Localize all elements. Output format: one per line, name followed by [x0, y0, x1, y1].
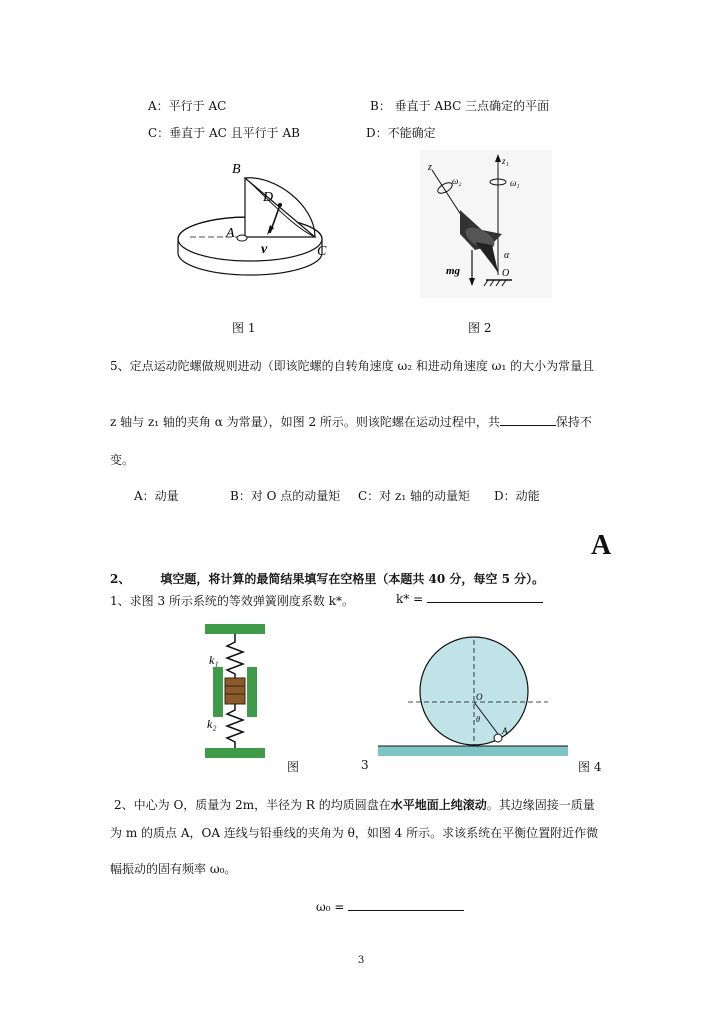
- figure-1-caption: 图 1: [232, 321, 256, 335]
- q5-option-d: D：动能: [494, 489, 540, 503]
- q1-answer: [396, 592, 543, 606]
- figure-4-rolling-disc: [378, 630, 568, 760]
- q1-answer-label: k* =: [396, 592, 424, 606]
- q2-line-2: 为 m 的质点 A，OA 连线与铅垂线的夹角为 θ，如图 4 所示。求该系统在平衡位置附近作微: [110, 826, 599, 840]
- q2-line-1-text: 2、中心为 O，质量为 2m，半径为 R 的均质圆盘在: [114, 798, 391, 812]
- q2-answer-blank[interactable]: [348, 910, 464, 911]
- fig1-label-b: B: [232, 162, 241, 177]
- figure-2-gyroscope: [420, 150, 552, 298]
- q5-line-2: [110, 413, 592, 430]
- version-letter: A: [591, 530, 612, 561]
- figure-2-caption: 图 2: [468, 321, 492, 335]
- fig3-label-k1: k₁: [209, 653, 219, 667]
- q5-line-1: 5、定点运动陀螺做规则进动（即该陀螺的自转角速度 ω₂ 和进动角速度 ω₁ 的大小为常量且: [110, 359, 595, 373]
- section-2-title: 填空题，将计算的最简结果填写在空格里（本题共 40 分，每空 5 分）。: [160, 572, 545, 586]
- fig2-label-w1: ω₁: [510, 178, 520, 188]
- figure-1-disc: [170, 155, 335, 285]
- option-b: B： 垂直于 ABC 三点确定的平面: [370, 99, 550, 113]
- q2-line-1: [114, 796, 595, 813]
- fig3-label-k2: k₂: [207, 717, 217, 731]
- q1-text: 1、求图 3 所示系统的等效弹簧刚度系数 k*。: [110, 594, 354, 608]
- option-d: D：不能确定: [366, 126, 436, 140]
- section-2-heading: [110, 570, 544, 587]
- q2-answer: [316, 900, 464, 914]
- option-c: C：垂直于 AC 且平行于 AB: [148, 126, 300, 140]
- section-2-number: 2、: [110, 572, 131, 586]
- q5-line-3: 变。: [110, 453, 135, 467]
- fig2-label-mg: mg: [446, 265, 461, 277]
- q1-answer-blank[interactable]: [427, 602, 543, 603]
- q5-option-a: A：动量: [134, 489, 179, 503]
- option-a: A：平行于 AC: [148, 99, 227, 113]
- fig1-label-v: v: [261, 242, 268, 257]
- fig4-label-o: O: [476, 692, 483, 702]
- q5-line-2-end: 保持不: [555, 415, 592, 429]
- fig2-label-z: z: [428, 162, 432, 173]
- page-number: 3: [358, 955, 365, 966]
- q2-line-1-end: 。其边缘固接一质量: [486, 798, 595, 812]
- fig1-label-a: A: [226, 226, 235, 241]
- fig1-label-d: D: [263, 190, 274, 205]
- q5-line-2-text: z 轴与 z₁ 轴的夹角 α 为常量），如图 2 所示。则该陀螺在运动过程中，共: [110, 415, 500, 429]
- fig4-label-theta: θ: [476, 715, 480, 724]
- fig1-label-c: C: [317, 244, 327, 259]
- fig2-label-w2: ω₂: [452, 176, 462, 186]
- fig4-label-a: A: [502, 726, 508, 736]
- q5-option-b: B：对 O 点的动量矩: [230, 489, 341, 503]
- q5-answer-blank[interactable]: [500, 425, 556, 426]
- figure-4-caption: 图 4: [578, 760, 602, 774]
- figure-3-caption-right: 3: [361, 758, 369, 772]
- q5-option-c: C：对 z₁ 轴的动量矩: [358, 489, 470, 503]
- figure-3-caption-left: 图: [287, 760, 300, 774]
- q2-line-3: 幅振动的固有频率 ω₀。: [110, 862, 237, 876]
- figure-3-springs: [195, 622, 275, 762]
- fig2-label-o: O: [502, 268, 510, 279]
- fig2-label-alpha: α: [504, 250, 510, 261]
- fig2-label-z1: z₁: [502, 156, 509, 166]
- q2-line-1-emphasis: 水平地面上纯滚动: [390, 798, 487, 812]
- q2-answer-label: ω₀ =: [316, 900, 345, 914]
